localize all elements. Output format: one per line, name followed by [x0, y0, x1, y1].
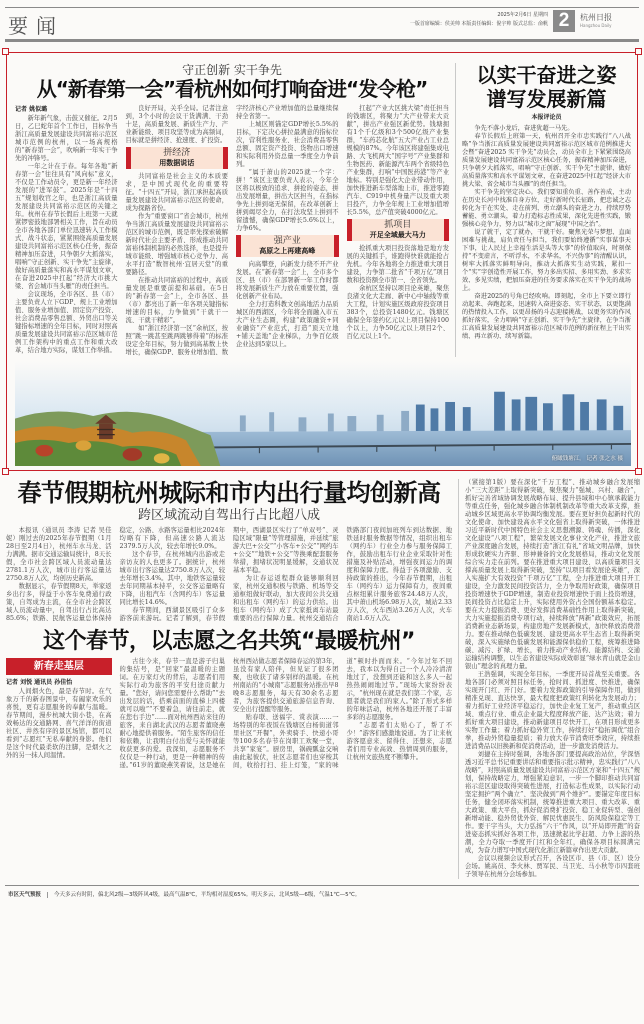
paragraph: 如“浙江经济第一区”余杭区，按照“跳一跳甚至跳两跳够得着”的标准设定全年目标，努力做到高基数上快增长，确保GDP、服务业增加值、数字经济核心产业增加值的总量继续保持全省第一。: [125, 105, 339, 356]
weather-forecast: [8, 890, 636, 898]
frame-corner: [2, 48, 9, 55]
paragraph: 会议以视频会议形式召开，各设区市、县（市、区）设分会场。姚高员、李火林、贾军民、马卫光、马小秋等市四套班子领导在杭州分会场参加。: [465, 855, 640, 878]
subhead-industry: [236, 235, 339, 257]
commentary-title-line: 谱写发展新篇: [486, 87, 607, 111]
paragraph: 一年之计在于春。每年各地“新春第一会”往往具有“风向标”意义，不仅是工作动员令，更是新一年经济发展的“进军鼓”。2025年是“十四五”规划收官之年，也是浙江高质量发展建设共同富裕示范区的关键之年。杭州在春节长假后上班第一天就紧锣密鼓地部署相关工作，旨在动员全市各地各部门单位迅速转入工作模式、战斗状态，紧紧围绕高质量发展建设共同富裕示范区核心任务，振奋精神加压奋进，只争朝夕大抓落实，唱响“守正创新、实干争先”主旋律，做好高质量落实和高水平谋划文章，在奋进2025中扛起“经济大市挑大梁、省会城市当头雁”的责任担当。: [15, 163, 118, 290]
section-title: 要闻: [8, 14, 64, 38]
commentary: [462, 63, 631, 341]
paragraph: 全力打造科教文创高地活力品质城区的西湖区，今年将全面融入市五大产业生态圈，构建“政策融资+同业融资”产业范式，打造“顶天立地+铺天盖地”企业梯队，力争百亿级企业达到5家以上。: [236, 301, 339, 348]
paragraph: 争先不落小龙后，奋进犹超一马先。: [474, 125, 574, 132]
newspaper-logo: [580, 12, 612, 28]
subhead-projects: [347, 219, 450, 241]
column-divider: [458, 479, 459, 879]
frame-corner: [635, 468, 642, 475]
paragraph: 古往今来，春节一直是游子归巢的集结号，是“回家”最温暖的主题词。在万家灯火的背后，志愿者们用实际行动为旅客的平安归途贡献力量。“您好，请问您需要什么帮助”“去出发层的话，搭乘前面的直梯上四楼就可以啦”“不要着急，请往前走，就在您右手边”……面对杭州西站来往的旅客，来自湖北武汉的志愿者董晓燕耐心地提供着服务。“陌生旅客的信任和依赖，让我明白付出爱与关怀就能收获更多的爱。我深知，志愿服务不仅仅是一种行动，更是一种精神的传递。”61岁的董晓燕笑着说，这是她在杭州西站做志愿者保障春运的第3年，虽没有家人陪伴，但见证了很多团聚，也收获了诸多别样的温暖。在杭州南站的“小城南”志愿服务站推出早8晚8志愿服务，每天有30余名志愿者，为旅客提供交通旅游信息咨询、安全出行提醒等服务。: [119, 658, 339, 769]
subhead-economy: [126, 147, 229, 169]
commentary-title-line: 以实干奋进之姿: [476, 63, 617, 87]
paragraph: 数据显示，春节假期8天，举家返乡出行多，得益于小客车免费通行政策，自驾成为主流，在全市社会跨区域人员流动量中，自驾出行占比高达85.6%；铁路、民航客运量总体保持稳定，公路、水路客运量相比2024年均略有下降，但高速公路人流达2379.5万人次，较去年增长9.0%。: [6, 527, 225, 622]
travel-subtitle: 跨区域流动自驾出行占比超八成: [137, 508, 320, 523]
paragraph: 抢抓重大项目投资落地是地方发展的关键抓手，谁跑得快谁就能抢占先机。今年各地将全力推进重大项目建设，力争第二批省“千项万亿”项目数和投资额全市第一、全省领先。: [346, 245, 449, 284]
masthead-bottom-rule: [5, 39, 639, 42]
paragraph: “志愿者们太贴心了，帮了不少！”游客们感激地说道。为了让来杭游客愿意来、留得住、还想来，志愿者们用专业高效、热情周到的服务，让杭州文旅热度不断攀升。: [346, 722, 452, 761]
logo-cn: 杭州日报: [580, 13, 612, 22]
lead-byline: 记者 姚似璐: [15, 106, 48, 113]
paragraph: （紧接第1版）要在深化“千万工程”、推动城乡融合发展缩小“三大差距”上取得新突破，聚焦聚力“强城、兴村、融合”，抓好完善省域协调发展战略布局、提升县域和中心镇承载能力等重点任务，强化城乡融合体制机制改革等重大改革支撑，推动城乡区域更高水平协调均衡发展。要在更好担负起新时代的文化使命、加快建设高水平文化强省上取得新突破，一体推进习近平新时代中国特色社会主义思想溯源、铸魂、传播，深化文化建设“八项工程”，繁荣发展文化事业文化产业，推进文旅产业深度融合发展，持续打造“浙江有礼”省域文明品牌，加快形成软硬实力齐驱、形神兼备的文化发展格局，推动文化发展综合实力走在前列。要在推进重大项目建设、以高质量项目支撑高质量发展上取得新突破，坚持“以项目看发展论英雄”，深入实施扩大有效投资“千项万亿”工程，全力推进重大项目开工建设，全力激发民间投资活力，全力争取用好政策，确保项目投资增速快于GDP增速，制造业投资增速快于面上投资增速，民间投资占比稳定上升，实际使用外资占全国份额基本稳定。要在大力提振消费、更好发挥消费基础性作用上取得新突破，大力实施提振消费专项行动，持续释放“两新”政策效应，拓展消费新业态新场景，构建房地产发展新模式，加快释放消费潜力。要在推动绿色低碳发展、建设更高水平生态省上取得新突破，深入实施绿色低碳发展和能源保供稳价工程，统筹推进降碳、减污、扩绿、增长，着力推动产业结构、能源结构、交通运输结构调整，以生态省建设实际成效彰显“绿水青山就是金山银山”理念的真理力量。: [465, 479, 640, 670]
paragraph: 春节长假后上班第一天，杭州召开全市忠实践行“八八战略”争当浙江高质量发展建设共同富裕示范区城市范例推进大会暨“奋进2025 实干争先”动员会，动员全市上下紧紧围绕高质量发展建设共同富裕示范区核心任务，振奋精神加压奋进，只争朝夕大抓落实，唱响“守正创新、实干争先”主旋律，做好高质量落实和高水平谋划文章，在奋进2025中扛起“经济大市挑大梁、省会城市当头雁”的责任担当。: [462, 133, 631, 188]
paragraph: 本报讯（通讯员 李涛 记者 吴佳妮）刚过去的2025年春节假期（1月28日至2月4日），杭州车水马龙、活力满满。据市交通运输局统计，8天长假，全市社会跨区域人员流动量达2781.1万人次，城市出行客运量达2750.8万人次，均创历史新高。: [6, 527, 112, 582]
subhead-label: 抓项目: [384, 220, 412, 230]
commentary-byline: 本报评论员: [531, 114, 562, 121]
travel-article-body: [6, 527, 452, 623]
paragraph: 新年新气象，击鼓又催征。2月5日，乙巳蛇年首个工作日，目标争当浙江高质量发展建设共同富裕示范区城市范例的杭州，以一场高规格的“新春第一会”，吹响新一年实干争先的冲锋号。: [15, 115, 118, 162]
frame-top-row: [15, 63, 631, 357]
paragraph: 会议现场，全市各区、县（市）主要负责人立下GDP、规上工业增加值、服务业增加值、固定资产投资、社会消费品零售总额、外贸出口等关键指标增速的全年目标，同时对照高质量发展建设共同富裕示范区城市范例工作架构中的重点工作和重大改革，结合地方实际，谋划工作举措。: [15, 291, 118, 354]
masthead-meta: [410, 11, 548, 29]
column-divider: [455, 63, 456, 357]
qiantang-river-photo: [15, 361, 631, 466]
paragraph: 实干争先的坚定决心。我们要知重负重、善作善成，主动在历史长河中找准自身方位，走好新时代长征路，把忠诚之志转化为干在实处、走在前列、勇立潮头的奋进之力，持续厚势蓄能、勇立潮头，着力打造标志性成果，深化先进性实践，锻强核心竞争力，努力以“城市之窗”展现“中国之治”。: [462, 189, 631, 228]
logo-en: Hangzhou Daily: [580, 23, 612, 28]
volunteer-article-body: [6, 658, 452, 770]
masthead: [0, 0, 644, 46]
paragraph: 王浩强调，实现全年目标，一季度开局首战至关重要。各地各部门必须对照目标任务，抢时间、抓进度、快推进，确保实现开门红、开门好。要着力发挥政策的引导保障作用，做到精准兑现、直达快享，最大程度把政策红利转化为发展动力；着力抓好工业经济平稳运行，加快企业复工复产，推动重点区域、重点行业、重点企业最大程度释放产能、达产达效；着力抓好重大项目建设，推动新建项目尽快开工，在项目形成更多实物工作量；着力抓好稳外贸工作，持续打好“稳拓调优”组合拳，推动外贸稳量提质；着力放大春节消费旺季效应，持续推进消费品以旧换新和促消费活动，进一步激发消费活力。: [465, 671, 640, 750]
column-tag: 新春走基层: [6, 658, 112, 675]
editors-credit: 一版首席编辑：侯美帅 本版责任编辑：倪宇帅 版式总监：俞帆: [409, 21, 548, 27]
volunteer-byline: 记者 刘悦 通讯员 孙佳怡: [6, 679, 73, 686]
landscape-illustration: [15, 361, 631, 466]
travel-headline[interactable]: 春节假期杭州城际和市内出行量均创新高: [17, 479, 441, 507]
frame-corner: [635, 48, 642, 55]
weather-text: 今天多云有时阴，偏北风2级—3级阵风4级，最高气温8℃，平均相对湿度65%。明天多云，北风5级—6级，气温1℃—5℃。: [54, 892, 361, 898]
subhead-label: 拼经济: [163, 148, 191, 158]
paragraph: “属于萧山的2025就一个字：拼！”该区主要负责人表示，今年全区将以极致的追求、拼抢的姿态，拼出发展增量，拼出大区担当，在指标争先上拼到毫无保留，在改革创新上拼到竭尽全力，在打法攻坚上拼到不留遗憾，确保GDP增长5.6%以上，力争6%。: [236, 169, 339, 232]
subhead-label: 强产业: [273, 236, 301, 246]
volunteer-headline[interactable]: 这个春节，以志愿之名共筑“最暖杭州”: [43, 629, 415, 654]
subhead-title: 开足全域最大马力: [369, 231, 426, 239]
paragraph: 在推动共同富裕的过程中，高质量发展是重要前提和基础。在5日的“新春第一会”上，全市各区、县（市）都亮出了新一年各项关键指标增速的目标，力争做到“干就干一流、干就干精彩”。: [125, 277, 228, 324]
paragraph: 共同富裕是社会主义的本质要求，是中国式现代化的重要特征。“十四五”开局，浙江承担起高质量发展建设共同富裕示范区的使命，成为探路省份。: [125, 173, 228, 212]
paragraph: 春节期间，西湖景区吸引了众多游客前来游玩。记者了解到，春节假期中，西湖景区实行了“单双号”、灵隐区域“限量”等管理措施，并延续“旅游大巴+公交”“小客车+公交”“网约车+公交”“地铁+公交”等换乘配套服务举措，拥堵状况明显缓解，交通状况基本平稳。: [119, 527, 339, 622]
frame-corner: [2, 468, 9, 475]
paragraph: 扛起“产业大区挑大梁”责任担当的钱塘区，将聚力“大产业带来大贡献”，拼出产业强区新优势。钱塘拥有1个千亿级和3个500亿级产业集群，“车药芯化航”五大产业占工业总规模的87%。今年该区将建强集成电路、大飞机两大“国字号”产业集群和生物医药、新能源汽车两个省级特色产业集群，打响“中国医药港”等产业地标。特别是强化大企业带动作用，加快推进新车型落地上市，推进零跑汽车、C919中机身量产以及重大项目投产，力争全年规上工业增加值增长5.5%，总产值突破4000亿元。: [346, 105, 449, 216]
paragraph: 这个春节，在杭州城内出游或走亲访友的人也更多了。据统计，杭州城市出行客运量达2750.8万人次，较去年增长3.4%。其中，地铁客运量较去年同期基本持平，公交客运量略有下降，出租汽车（含网约车）客运量同比增长14.6%。: [119, 551, 225, 606]
commentary-body: [462, 125, 631, 341]
paragraph: 人间烟火色，最是春节时。在气象万千的新春图景中，有阖家欢乐的喜悦，更有志愿服务的奉献与温暖。春节期间，漫步杭城大街小巷，在高效畅达的交通路网、喜气洋洋的街道社区、井然有序的景区场馆，都可以看到“志愿红”无私奉献的身影。他们是这个时代最柔软的注脚，是烟火之外的另一抹人间温情。: [6, 688, 112, 759]
subhead-title: 高原之上再建高峰: [259, 247, 316, 255]
subhead-title: 用数据说话: [159, 159, 195, 167]
paragraph: 余杭区坚持以项目论英雄，聚焦良渚文化大走廊、新中心中轴线等重大工程，计划实施区级政府投资项目383个，总投资1480亿元。钱塘区确保全年签约亿元以上项目保持100个以上，力争50亿元以上项目2个、百亿元以上1个。: [346, 285, 449, 340]
paragraph: 为让春运返程群众能够顺利回家，杭州交通积极与铁路、机场等交通枢纽做好联动，加大夜间公共交通和出租车（网约车）的运力供给。出租车（网约车）成了大家抵离车站最重要的出行保障力量。杭州交通结合铁路部门夜间加班列车到达数据、地铁延时服务数据等情况，组织出租车（网约车）行业全力参与服务保障工作，鼓励出租车行业企业采取针对性措施及补贴活动，增强夜间运力的调度和保障力度。得益于各项激励、支持政策的推出，今年春节假期，出租车（网约车）运力保障有力，夜间重点枢纽累计服务旅客24.48万人次，其中萧山机场6.98万人次，城站2.33万人次，火车西站3.26万人次，火车南站1.6万人次。: [233, 527, 452, 622]
commentary-title[interactable]: [462, 63, 631, 111]
paragraph: 贴春联、送福字、赏表演……一场特别的年夜饭在钱塘区白杨街道邻里社区“开餐”，外卖骑手、快递小哥等100多名春节在岗职工欢聚一堂，共享“家宴”。厨房里，锅碗瓢盆交响曲此起彼伏，社区志愿者们也穿梭其间，收拾打扫、挂上灯笼，“家的味道”顿时扑面而来。“今年过年不回去，我本以为得自己一个人冷冷清清地过了，没想到还能和这么多人一起热热闹闹地过节。”现场大家纷纷表示，“杭州现在就是我们第二个家，志愿者就是我们的家人。”除了形式多样的年味活动，杭州各地还开展了丰富多彩的志愿服务。: [233, 658, 452, 769]
paragraph: 奋进2025的号角已经吹响。即刻起，全市上下要立即行动起来、奔跑起来，迅速转入奋进姿态、实干状态，以更饱满的热情投入工作，以更昂扬的斗志迎接挑战，以更务实的作风抓好落实，全力唱响“守正创新、实干争先”主旋律，在争当浙江高质量发展建设共同富裕示范区城市范例的新征程上干出实绩、再立新功、续写新篇。: [462, 293, 631, 340]
lead-story: [15, 63, 449, 357]
page-number: 2: [553, 10, 575, 32]
paragraph: 作为“重要窗口”省会城市，杭州争当浙江高质量发展建设共同富裕示范区的城市范例，既是率先探索破解新时代社会主要矛盾、形成推动共同富裕体制机制的必然选择，也是提升城市能级、增强城市核心竞争力、高水平打造“数智杭州·宜居天堂”的重要路径。: [125, 213, 228, 276]
paragraph: 向高攀登，向新发力绕不开产业发展。在“新春第一会”上，全市多个区、县（市）在部署新一年工作时都将发展新质生产力放在重要位置，强化创新产业布局。: [236, 261, 339, 300]
lower-left: [6, 479, 452, 770]
paragraph: 良好开局，关乎全局。记者注意到，3个小时的会议干货满满、干劲十足，高质量发展、新质生产力、产业新能级、项目攻坚等成为高频词，目标就是拼经济、抢速度、扩投资。: [125, 105, 228, 144]
footer: [5, 885, 639, 904]
lead-headline[interactable]: 从“新春第一会”看杭州如何打响奋进“发令枪”: [36, 77, 428, 101]
continued-from-page1: [465, 479, 640, 879]
lead-kicker: 守正创新 实干争先: [182, 63, 282, 77]
lead-article-body: [15, 105, 449, 357]
top-rule: [5, 7, 639, 8]
paragraph: 上城区则锚定GDP增长5.5%的目标，下定决心拼拉最满意的指标位次，营利性服务业、社会消费品零售总额、固定资产投资、货物出口增速和实际利用外资总量一季度全力争前列。: [236, 121, 339, 168]
paragraph: 刘捷在主持时强调，各地各部门要提高政治站位，学深悟透习近平总书记重要讲话和重要指示批示精神，忠实践行“八八战略”，对照高质量发展建设共同富裕示范区方案和“十四五”规划，保持战略定力，增强紧迫意识，一步一个脚印推动共同富裕示范区建设取得突破性进展，打造标志性成果，以实际行动坚定拥护“两个确立”、坚决做到“两个维护”。要锚定年度目标任务，健全闭环落实机制，统筹推进重大项目、重大改革、重大政策、重大平台，抓好促消费扩投资、稳工业促转型、强创新增动能、稳外贸优外资、解民忧惠民生、防风险保稳定等工作。要干字当头，大力弘扬“六干”作风，以“开局即开跑”的奋进姿态抓实抓好各项工作，迅速掀起比学赶超、力争上游的热潮，全力夺取一季度开门红和全年红，确保各项目标圆满完成，为奋力谱写中国式现代化浙江新篇章作出更大贡献。: [465, 751, 640, 854]
photo-caption: 俯瞰钱塘江。 记者 张之水 摄: [551, 456, 623, 462]
paragraph: 说了就干，定了就办，干就干好。聚焦光荣与梦想、直面困难与挑战，肩负责任与担当，我们要始终遵循“实事谋事天下事，让人民过上幸福生活是头等大事”的价值取向，时刻保持“不变虚言，不听浮水，不求华名，不兴伪事”的清醒认识，树牢大抓落实鲜明导向，推动大抓落实生动实践，紧扣一个“实”字创造性开展工作，努力多出实招、多用实劲、多求实效、多见实绩，把加压奋进的任务要求落实在实干争先的战场上。: [462, 229, 631, 292]
weather-label: 市区天气预报: [8, 892, 48, 898]
issue-date: 2025年2月6日 星期四: [497, 12, 548, 18]
lower-section: [0, 479, 644, 879]
feature-frame: [6, 52, 638, 471]
